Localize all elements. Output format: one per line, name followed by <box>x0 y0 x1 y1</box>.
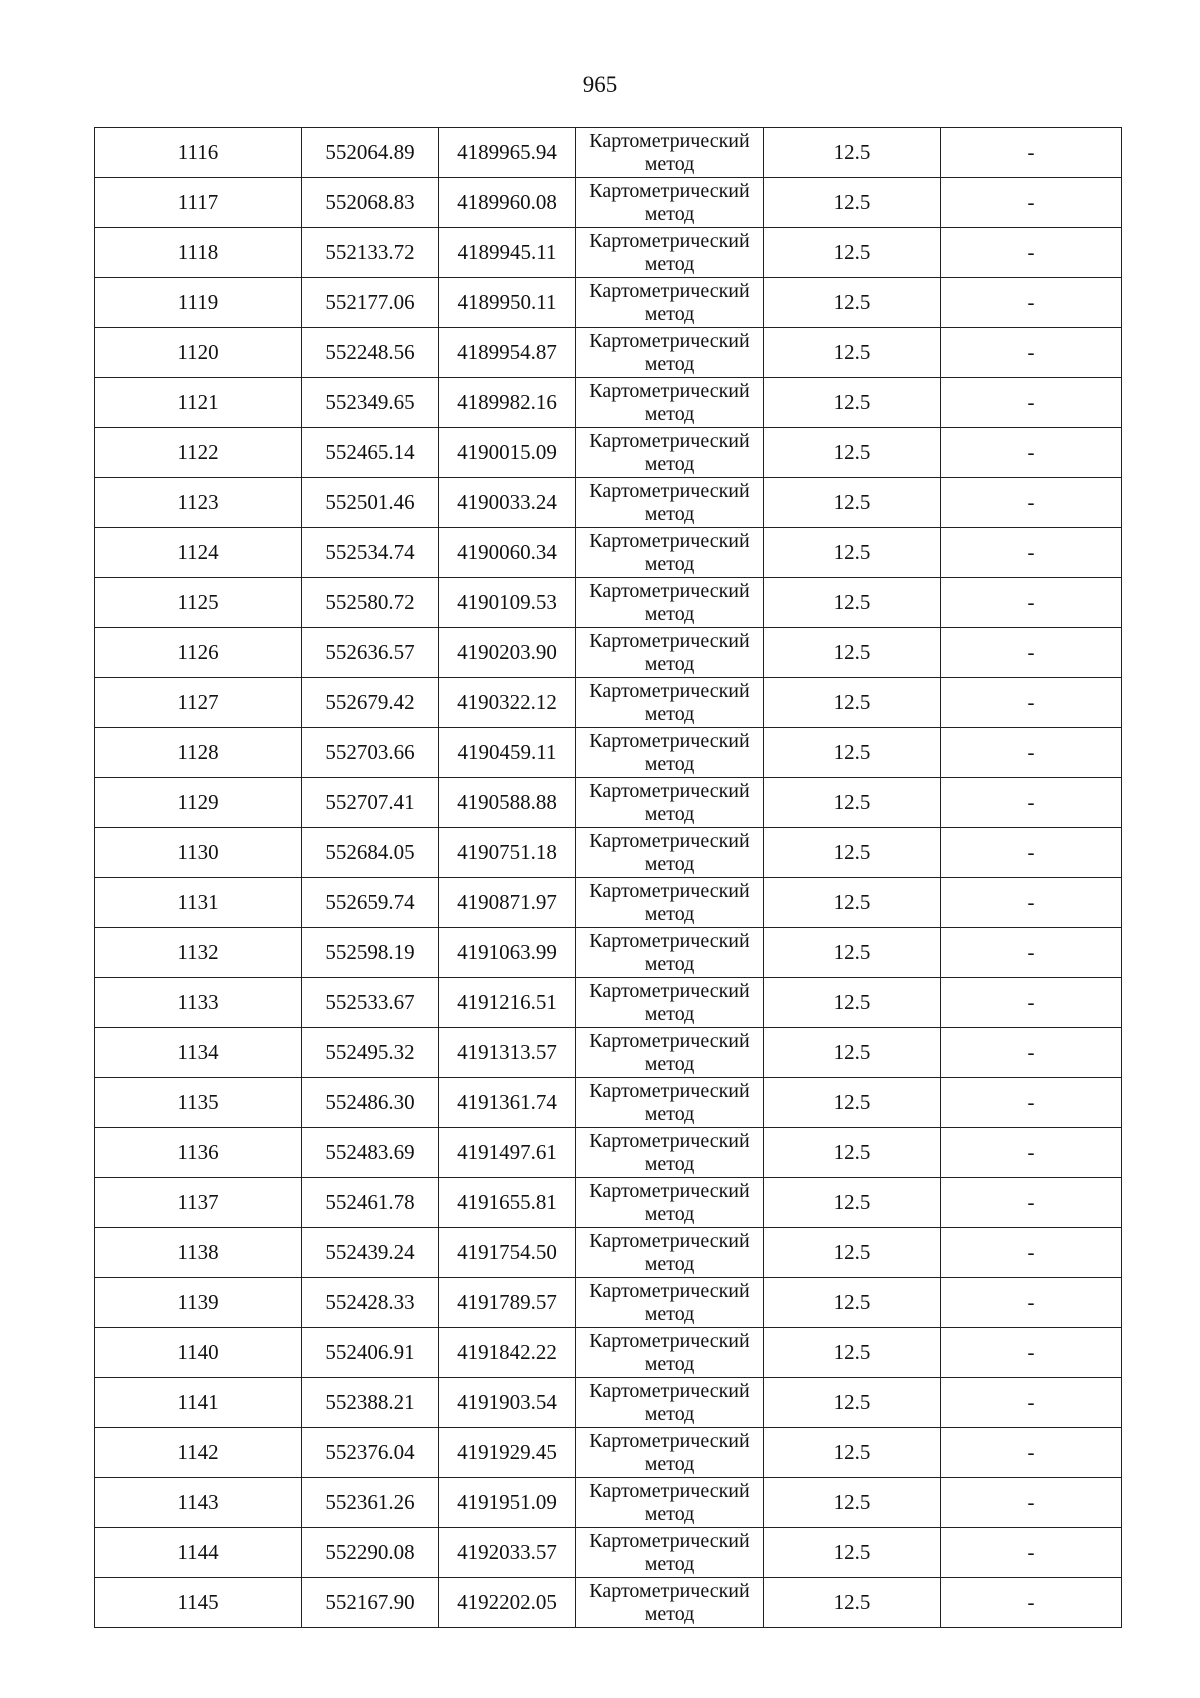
note-cell: - <box>941 128 1122 178</box>
point-number-cell: 1116 <box>95 128 302 178</box>
table-row <box>95 528 1122 578</box>
y-coordinate-cell: 4191497.61 <box>439 1128 576 1178</box>
note-cell: - <box>941 378 1122 428</box>
note-cell: - <box>941 1228 1122 1278</box>
table-row <box>95 1528 1122 1578</box>
table-row <box>95 178 1122 228</box>
point-number-cell: 1117 <box>95 178 302 228</box>
point-number-cell: 1144 <box>95 1528 302 1578</box>
x-coordinate-cell: 552349.65 <box>302 378 439 428</box>
table-row <box>95 1378 1122 1428</box>
method-cell <box>576 1028 764 1078</box>
method-text-line2: метод <box>644 1252 695 1275</box>
point-number-cell: 1133 <box>95 978 302 1028</box>
note-cell: - <box>941 628 1122 678</box>
method-cell <box>576 528 764 578</box>
y-coordinate-cell: 4192033.57 <box>439 1528 576 1578</box>
method-text-line1: Картометрический <box>589 1529 750 1552</box>
method-text-line2: метод <box>644 1452 695 1475</box>
method-cell <box>576 228 764 278</box>
x-coordinate-cell: 552483.69 <box>302 1128 439 1178</box>
x-coordinate-cell: 552534.74 <box>302 528 439 578</box>
method-cell <box>576 328 764 378</box>
coordinates-table-body <box>95 128 1122 1628</box>
note-cell: - <box>941 878 1122 928</box>
y-coordinate-cell: 4190109.53 <box>439 578 576 628</box>
point-number-cell: 1135 <box>95 1078 302 1128</box>
table-row <box>95 928 1122 978</box>
x-coordinate-cell: 552659.74 <box>302 878 439 928</box>
coordinates-table <box>94 127 1122 1628</box>
precision-cell: 12.5 <box>764 528 941 578</box>
table-row <box>95 128 1122 178</box>
precision-cell: 12.5 <box>764 1128 941 1178</box>
method-text-line2: метод <box>644 1002 695 1025</box>
point-number-cell: 1132 <box>95 928 302 978</box>
precision-cell: 12.5 <box>764 728 941 778</box>
x-coordinate-cell: 552376.04 <box>302 1428 439 1478</box>
method-text-line2: метод <box>644 852 695 875</box>
table-row <box>95 878 1122 928</box>
y-coordinate-cell: 4189950.11 <box>439 278 576 328</box>
x-coordinate-cell: 552068.83 <box>302 178 439 228</box>
x-coordinate-cell: 552580.72 <box>302 578 439 628</box>
table-row <box>95 1278 1122 1328</box>
x-coordinate-cell: 552679.42 <box>302 678 439 728</box>
method-text-line1: Картометрический <box>589 229 750 252</box>
y-coordinate-cell: 4191842.22 <box>439 1328 576 1378</box>
point-number-cell: 1139 <box>95 1278 302 1328</box>
precision-cell: 12.5 <box>764 1328 941 1378</box>
y-coordinate-cell: 4190015.09 <box>439 428 576 478</box>
point-number-cell: 1118 <box>95 228 302 278</box>
y-coordinate-cell: 4189945.11 <box>439 228 576 278</box>
x-coordinate-cell: 552703.66 <box>302 728 439 778</box>
method-cell <box>576 478 764 528</box>
method-text-line1: Картометрический <box>589 1179 750 1202</box>
method-cell <box>576 1278 764 1328</box>
method-text-line2: метод <box>644 202 695 225</box>
method-text-line2: метод <box>644 1052 695 1075</box>
y-coordinate-cell: 4190459.11 <box>439 728 576 778</box>
point-number-cell: 1137 <box>95 1178 302 1228</box>
x-coordinate-cell: 552598.19 <box>302 928 439 978</box>
precision-cell: 12.5 <box>764 228 941 278</box>
note-cell: - <box>941 1378 1122 1428</box>
y-coordinate-cell: 4190033.24 <box>439 478 576 528</box>
table-row <box>95 478 1122 528</box>
note-cell: - <box>941 178 1122 228</box>
note-cell: - <box>941 778 1122 828</box>
method-text-line1: Картометрический <box>589 279 750 302</box>
precision-cell: 12.5 <box>764 1278 941 1328</box>
method-cell <box>576 628 764 678</box>
precision-cell: 12.5 <box>764 1428 941 1478</box>
y-coordinate-cell: 4189954.87 <box>439 328 576 378</box>
y-coordinate-cell: 4190588.88 <box>439 778 576 828</box>
y-coordinate-cell: 4191313.57 <box>439 1028 576 1078</box>
method-cell <box>576 928 764 978</box>
table-row <box>95 628 1122 678</box>
method-text-line1: Картометрический <box>589 579 750 602</box>
method-text-line1: Картометрический <box>589 1429 750 1452</box>
point-number-cell: 1136 <box>95 1128 302 1178</box>
page-number: 965 <box>582 72 618 97</box>
method-cell <box>576 728 764 778</box>
precision-cell: 12.5 <box>764 428 941 478</box>
precision-cell: 12.5 <box>764 778 941 828</box>
note-cell: - <box>941 728 1122 778</box>
method-text-line1: Картометрический <box>589 1379 750 1402</box>
method-cell <box>576 1428 764 1478</box>
method-cell <box>576 978 764 1028</box>
method-text-line1: Картометрический <box>589 329 750 352</box>
note-cell: - <box>941 1428 1122 1478</box>
point-number-cell: 1130 <box>95 828 302 878</box>
method-text-line1: Картометрический <box>589 1129 750 1152</box>
x-coordinate-cell: 552684.05 <box>302 828 439 878</box>
note-cell: - <box>941 1278 1122 1328</box>
method-text-line2: метод <box>644 152 695 175</box>
precision-cell: 12.5 <box>764 278 941 328</box>
y-coordinate-cell: 4192202.05 <box>439 1578 576 1628</box>
method-text-line2: метод <box>644 752 695 775</box>
method-text-line1: Картометрический <box>589 179 750 202</box>
method-text-line2: метод <box>644 1102 695 1125</box>
y-coordinate-cell: 4189960.08 <box>439 178 576 228</box>
method-text-line2: метод <box>644 552 695 575</box>
table-row <box>95 278 1122 328</box>
method-text-line2: метод <box>644 652 695 675</box>
method-text-line1: Картометрический <box>589 729 750 752</box>
method-text-line2: метод <box>644 802 695 825</box>
precision-cell: 12.5 <box>764 878 941 928</box>
table-row <box>95 978 1122 1028</box>
method-cell <box>576 1228 764 1278</box>
note-cell: - <box>941 828 1122 878</box>
method-text-line2: метод <box>644 1202 695 1225</box>
point-number-cell: 1138 <box>95 1228 302 1278</box>
x-coordinate-cell: 552167.90 <box>302 1578 439 1628</box>
method-text-line1: Картометрический <box>589 1579 750 1602</box>
method-text-line1: Картометрический <box>589 1479 750 1502</box>
y-coordinate-cell: 4189982.16 <box>439 378 576 428</box>
precision-cell: 12.5 <box>764 628 941 678</box>
method-text-line2: метод <box>644 952 695 975</box>
method-cell <box>576 1078 764 1128</box>
y-coordinate-cell: 4190060.34 <box>439 528 576 578</box>
precision-cell: 12.5 <box>764 978 941 1028</box>
method-cell <box>576 378 764 428</box>
method-text-line1: Картометрический <box>589 1329 750 1352</box>
method-cell <box>576 178 764 228</box>
method-text-line1: Картометрический <box>589 879 750 902</box>
y-coordinate-cell: 4191929.45 <box>439 1428 576 1478</box>
note-cell: - <box>941 1128 1122 1178</box>
point-number-cell: 1124 <box>95 528 302 578</box>
method-text-line1: Картометрический <box>589 779 750 802</box>
table-row <box>95 378 1122 428</box>
method-text-line1: Картометрический <box>589 529 750 552</box>
method-text-line2: метод <box>644 602 695 625</box>
note-cell: - <box>941 1178 1122 1228</box>
method-text-line1: Картометрический <box>589 379 750 402</box>
x-coordinate-cell: 552248.56 <box>302 328 439 378</box>
method-text-line2: метод <box>644 1402 695 1425</box>
y-coordinate-cell: 4191655.81 <box>439 1178 576 1228</box>
y-coordinate-cell: 4191754.50 <box>439 1228 576 1278</box>
method-text-line2: метод <box>644 352 695 375</box>
point-number-cell: 1119 <box>95 278 302 328</box>
point-number-cell: 1141 <box>95 1378 302 1428</box>
table-row <box>95 1228 1122 1278</box>
method-text-line2: метод <box>644 402 695 425</box>
point-number-cell: 1131 <box>95 878 302 928</box>
point-number-cell: 1126 <box>95 628 302 678</box>
precision-cell: 12.5 <box>764 578 941 628</box>
method-text-line1: Картометрический <box>589 479 750 502</box>
table-row <box>95 578 1122 628</box>
table-row <box>95 728 1122 778</box>
table-row <box>95 228 1122 278</box>
table-row <box>95 1428 1122 1478</box>
method-cell <box>576 128 764 178</box>
precision-cell: 12.5 <box>764 678 941 728</box>
point-number-cell: 1129 <box>95 778 302 828</box>
y-coordinate-cell: 4191789.57 <box>439 1278 576 1328</box>
method-cell <box>576 1578 764 1628</box>
table-row <box>95 1328 1122 1378</box>
x-coordinate-cell: 552388.21 <box>302 1378 439 1428</box>
method-text-line2: метод <box>644 1352 695 1375</box>
x-coordinate-cell: 552064.89 <box>302 128 439 178</box>
method-text-line2: метод <box>644 1502 695 1525</box>
method-cell <box>576 678 764 728</box>
method-text-line2: метод <box>644 302 695 325</box>
note-cell: - <box>941 1028 1122 1078</box>
x-coordinate-cell: 552533.67 <box>302 978 439 1028</box>
point-number-cell: 1125 <box>95 578 302 628</box>
point-number-cell: 1120 <box>95 328 302 378</box>
x-coordinate-cell: 552428.33 <box>302 1278 439 1328</box>
y-coordinate-cell: 4190871.97 <box>439 878 576 928</box>
precision-cell: 12.5 <box>764 1028 941 1078</box>
method-cell <box>576 1528 764 1578</box>
note-cell: - <box>941 578 1122 628</box>
method-text-line1: Картометрический <box>589 679 750 702</box>
method-text-line2: метод <box>644 1552 695 1575</box>
method-text-line2: метод <box>644 452 695 475</box>
precision-cell: 12.5 <box>764 828 941 878</box>
x-coordinate-cell: 552501.46 <box>302 478 439 528</box>
method-text-line2: метод <box>644 1302 695 1325</box>
note-cell: - <box>941 478 1122 528</box>
note-cell: - <box>941 228 1122 278</box>
x-coordinate-cell: 552361.26 <box>302 1478 439 1528</box>
method-text-line1: Картометрический <box>589 829 750 852</box>
y-coordinate-cell: 4190322.12 <box>439 678 576 728</box>
y-coordinate-cell: 4189965.94 <box>439 128 576 178</box>
point-number-cell: 1128 <box>95 728 302 778</box>
method-text-line1: Картометрический <box>589 629 750 652</box>
note-cell: - <box>941 528 1122 578</box>
method-cell <box>576 828 764 878</box>
method-text-line1: Картометрический <box>589 929 750 952</box>
precision-cell: 12.5 <box>764 378 941 428</box>
table-row <box>95 778 1122 828</box>
point-number-cell: 1121 <box>95 378 302 428</box>
x-coordinate-cell: 552495.32 <box>302 1028 439 1078</box>
y-coordinate-cell: 4190203.90 <box>439 628 576 678</box>
table-row <box>95 428 1122 478</box>
precision-cell: 12.5 <box>764 928 941 978</box>
table-row <box>95 678 1122 728</box>
point-number-cell: 1123 <box>95 478 302 528</box>
method-cell <box>576 1378 764 1428</box>
method-cell <box>576 578 764 628</box>
y-coordinate-cell: 4191361.74 <box>439 1078 576 1128</box>
note-cell: - <box>941 978 1122 1028</box>
y-coordinate-cell: 4191063.99 <box>439 928 576 978</box>
method-cell <box>576 278 764 328</box>
table-row <box>95 1128 1122 1178</box>
method-text-line1: Картометрический <box>589 1079 750 1102</box>
table-row <box>95 1578 1122 1628</box>
note-cell: - <box>941 1078 1122 1128</box>
x-coordinate-cell: 552406.91 <box>302 1328 439 1378</box>
precision-cell: 12.5 <box>764 328 941 378</box>
method-text-line1: Картометрический <box>589 1279 750 1302</box>
point-number-cell: 1145 <box>95 1578 302 1628</box>
table-row <box>95 1078 1122 1128</box>
method-text-line1: Картометрический <box>589 1229 750 1252</box>
note-cell: - <box>941 678 1122 728</box>
table-row <box>95 328 1122 378</box>
method-text-line1: Картометрический <box>589 129 750 152</box>
table-row <box>95 1028 1122 1078</box>
x-coordinate-cell: 552177.06 <box>302 278 439 328</box>
x-coordinate-cell: 552461.78 <box>302 1178 439 1228</box>
method-text-line2: метод <box>644 1602 695 1625</box>
y-coordinate-cell: 4191903.54 <box>439 1378 576 1428</box>
x-coordinate-cell: 552133.72 <box>302 228 439 278</box>
x-coordinate-cell: 552465.14 <box>302 428 439 478</box>
y-coordinate-cell: 4191216.51 <box>439 978 576 1028</box>
note-cell: - <box>941 278 1122 328</box>
method-cell <box>576 428 764 478</box>
x-coordinate-cell: 552439.24 <box>302 1228 439 1278</box>
point-number-cell: 1140 <box>95 1328 302 1378</box>
method-text-line1: Картометрический <box>589 429 750 452</box>
method-cell <box>576 878 764 928</box>
point-number-cell: 1134 <box>95 1028 302 1078</box>
note-cell: - <box>941 928 1122 978</box>
precision-cell: 12.5 <box>764 128 941 178</box>
note-cell: - <box>941 1578 1122 1628</box>
table-row <box>95 828 1122 878</box>
method-text-line2: метод <box>644 902 695 925</box>
precision-cell: 12.5 <box>764 178 941 228</box>
method-text-line2: метод <box>644 252 695 275</box>
note-cell: - <box>941 1328 1122 1378</box>
method-text-line2: метод <box>644 1152 695 1175</box>
table-row <box>95 1478 1122 1528</box>
precision-cell: 12.5 <box>764 1078 941 1128</box>
method-text-line1: Картометрический <box>589 979 750 1002</box>
note-cell: - <box>941 1478 1122 1528</box>
x-coordinate-cell: 552290.08 <box>302 1528 439 1578</box>
note-cell: - <box>941 328 1122 378</box>
x-coordinate-cell: 552486.30 <box>302 1078 439 1128</box>
point-number-cell: 1122 <box>95 428 302 478</box>
method-cell <box>576 1128 764 1178</box>
precision-cell: 12.5 <box>764 478 941 528</box>
x-coordinate-cell: 552636.57 <box>302 628 439 678</box>
method-cell <box>576 1328 764 1378</box>
method-cell <box>576 1478 764 1528</box>
point-number-cell: 1127 <box>95 678 302 728</box>
precision-cell: 12.5 <box>764 1478 941 1528</box>
x-coordinate-cell: 552707.41 <box>302 778 439 828</box>
note-cell: - <box>941 1528 1122 1578</box>
method-text-line1: Картометрический <box>589 1029 750 1052</box>
y-coordinate-cell: 4191951.09 <box>439 1478 576 1528</box>
precision-cell: 12.5 <box>764 1178 941 1228</box>
method-cell <box>576 1178 764 1228</box>
precision-cell: 12.5 <box>764 1228 941 1278</box>
precision-cell: 12.5 <box>764 1378 941 1428</box>
method-cell <box>576 778 764 828</box>
point-number-cell: 1142 <box>95 1428 302 1478</box>
precision-cell: 12.5 <box>764 1528 941 1578</box>
precision-cell: 12.5 <box>764 1578 941 1628</box>
point-number-cell: 1143 <box>95 1478 302 1528</box>
y-coordinate-cell: 4190751.18 <box>439 828 576 878</box>
method-text-line2: метод <box>644 702 695 725</box>
table-row <box>95 1178 1122 1228</box>
note-cell: - <box>941 428 1122 478</box>
method-text-line2: метод <box>644 502 695 525</box>
